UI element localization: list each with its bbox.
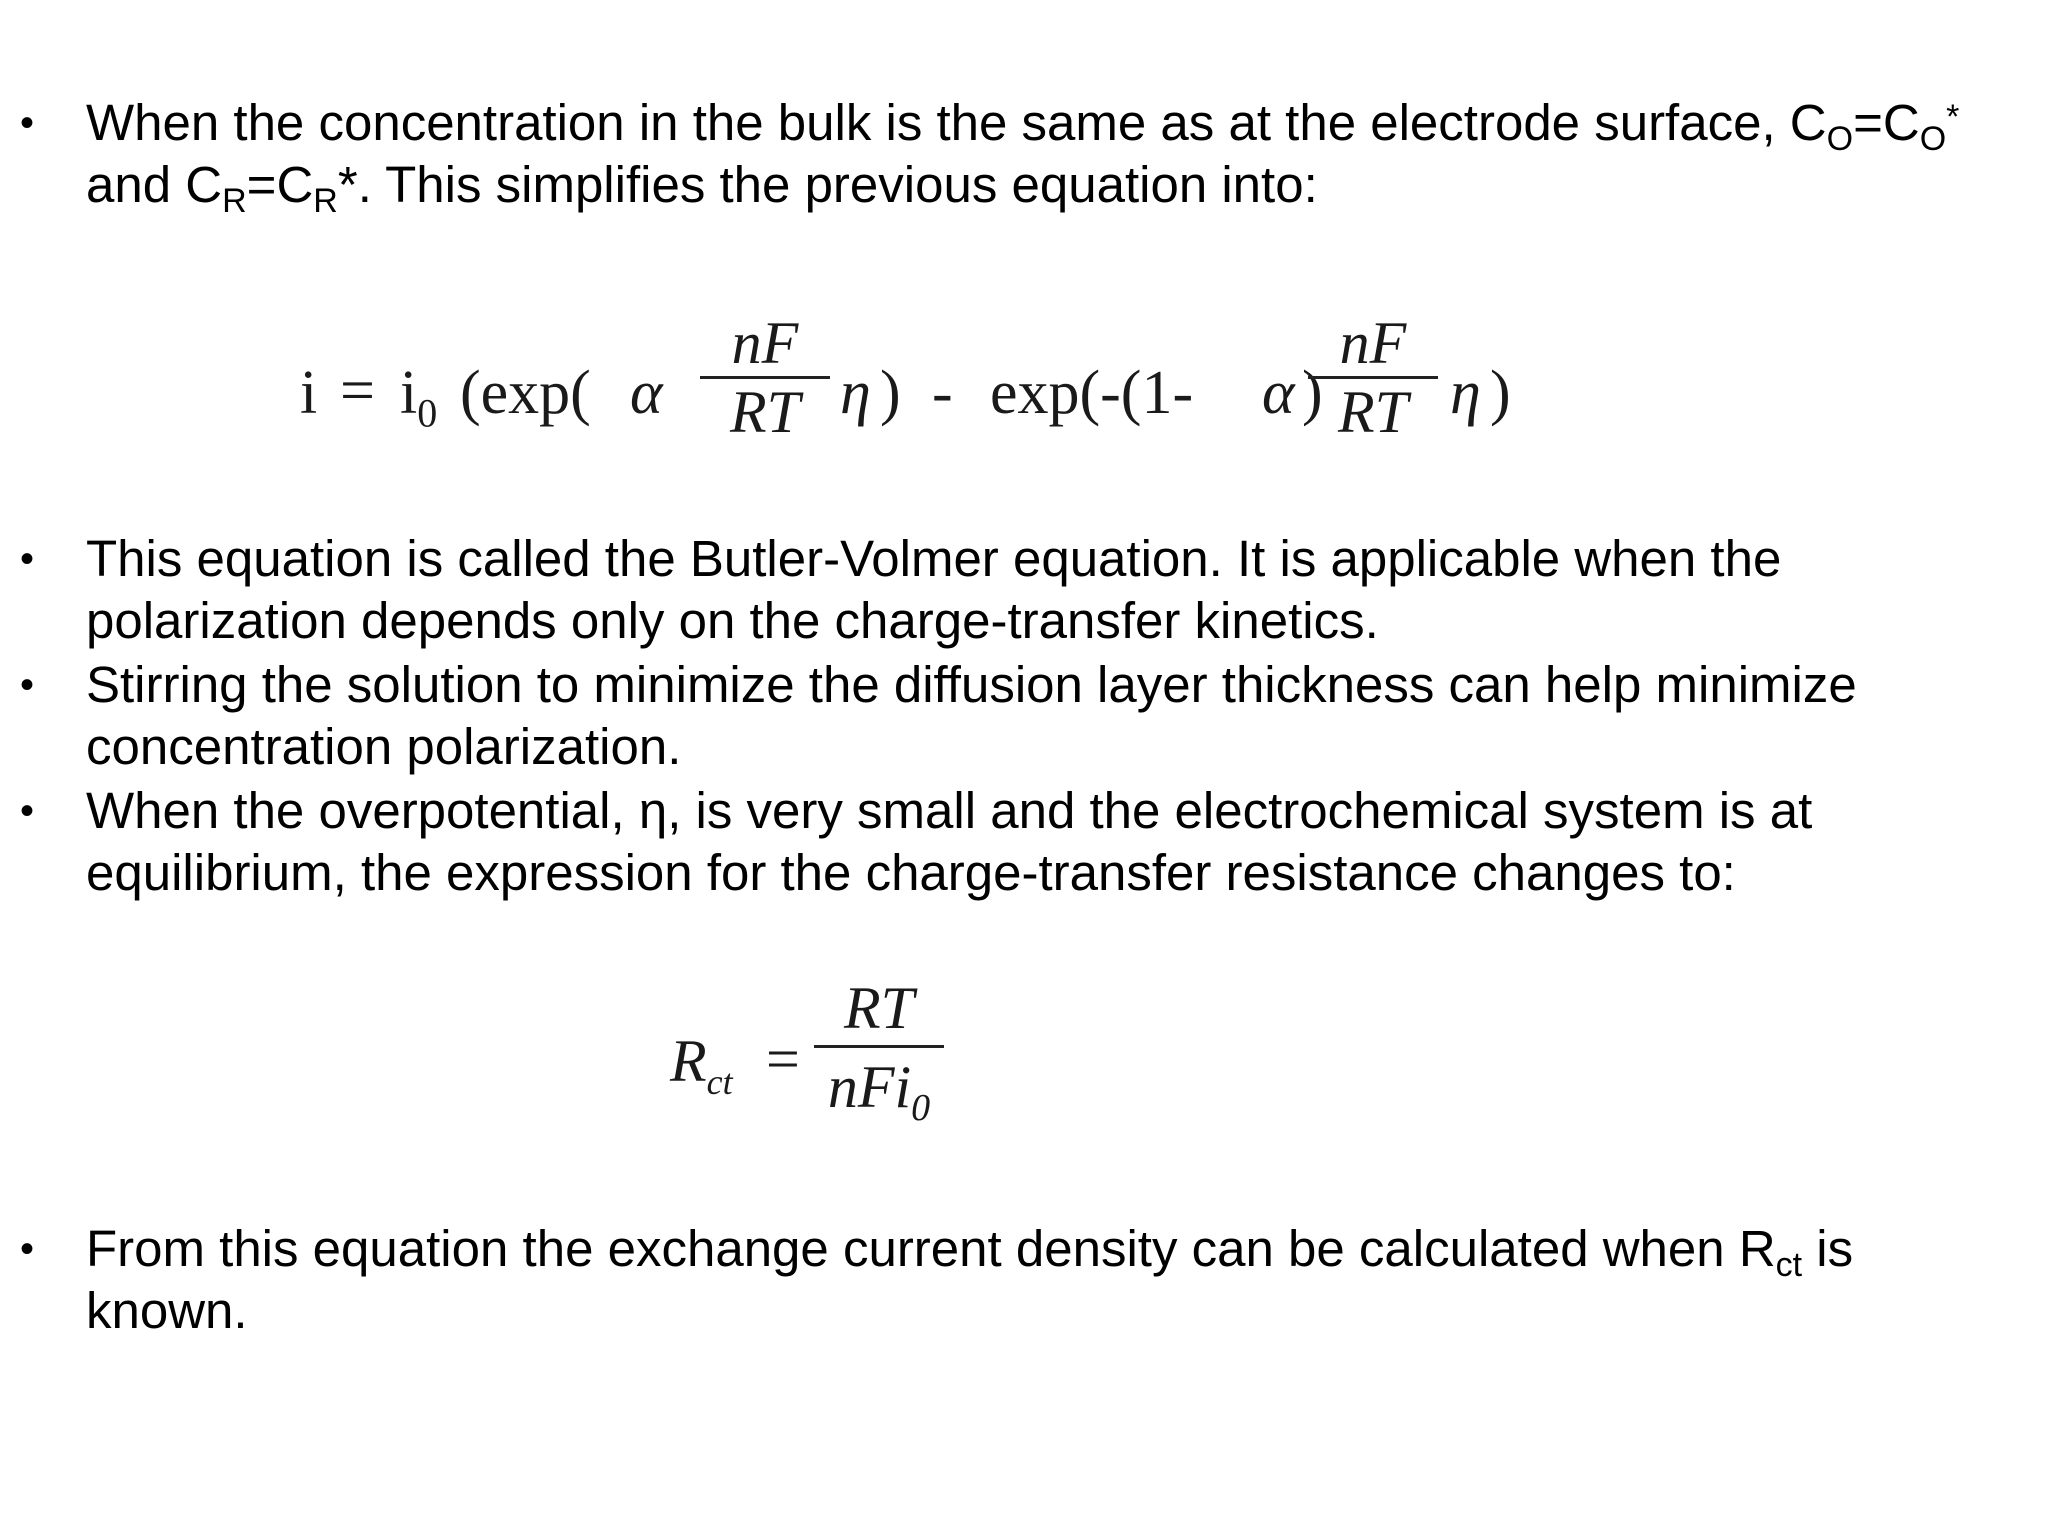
bullet-dot: • — [20, 537, 35, 581]
eq1-close3: ) — [1490, 359, 1511, 427]
eq1-alpha2: α — [1262, 359, 1295, 427]
bullet-text-2 — [86, 528, 2008, 652]
bullet-5-line-1: From this equation the exchange current density can be calculated when $R_{ct}$ is — [86, 1220, 1854, 1284]
bullet-item-4 — [0, 780, 2048, 904]
bullet-4-line-2: equilibrium, the expression for the charge-transfer resistance changes to: — [86, 844, 1736, 901]
bullet-1-line-2: and $C_R=C_R*$. This simplifies the previous equation into: — [86, 156, 1318, 220]
eq1-frac2-den: RT — [1337, 379, 1409, 445]
bullet-5-line-2: known. — [86, 1282, 248, 1339]
eq1-minus: - — [932, 359, 953, 427]
eq2-bar — [814, 1045, 944, 1048]
bullet-dot: • — [20, 1227, 35, 1271]
bullet-text-5 — [86, 1218, 2008, 1342]
bullet-dot: • — [20, 663, 35, 707]
bullet-2-line-1: This equation is called the Butler-Volmer equation. It is applicable when the — [86, 530, 1782, 587]
charge-transfer-resistance-equation — [670, 975, 970, 1155]
butler-volmer-equation — [300, 310, 1540, 480]
eq2-den: nFi$_0$ — [827, 1054, 931, 1129]
eq1-frac2-num: nF — [1339, 310, 1407, 376]
bullet-1-line-1: When the concentration in the bulk is the same as at the electrode surface, $C_O=C_O^*$ — [86, 94, 1960, 158]
bullet-4-line-1: When the overpotential, η, is very small and the electrochemical system is at — [86, 782, 1813, 839]
bullet-2-line-2: polarization depends only on the charge-transfer kinetics. — [86, 592, 1379, 649]
eq2-fraction — [820, 975, 938, 1141]
bullet-item-3 — [0, 654, 2048, 778]
eq1-eta1: η — [840, 359, 871, 427]
eq2-lhs: $R_{ct}$ — [670, 1028, 733, 1102]
bullet-item-5 — [0, 1218, 2048, 1348]
eq1-close2: ) — [1302, 359, 1323, 427]
eq1-alpha: α — [630, 359, 663, 427]
bullet-dot: • — [20, 101, 35, 145]
bullet-item-1 — [0, 92, 2048, 222]
eq1-open2: exp(-(1- — [990, 359, 1194, 427]
eq1-fraction-1 — [710, 310, 820, 445]
bullet-item-2 — [0, 528, 2048, 652]
eq1-fraction-2 — [1318, 310, 1428, 445]
eq1-eta2: η — [1450, 359, 1481, 427]
eq1-frac1-den: RT — [729, 379, 801, 445]
eq1-lhs: i — [300, 359, 318, 427]
eq1-frac1-num: nF — [731, 310, 799, 376]
eq1-close1: ) — [880, 359, 901, 427]
eq1-i0: $i_0$ — [400, 359, 438, 436]
bullet-3-line-2: concentration polarization. — [86, 718, 682, 775]
eq2-num: RT — [843, 975, 915, 1041]
eq1-open1: (exp( — [460, 359, 591, 427]
bullet-3-line-1: Stirring the solution to minimize the diffusion layer thickness can help minimize — [86, 656, 1857, 713]
eq1-equals: = — [340, 357, 375, 425]
bullet-text-1 — [86, 92, 2008, 220]
bullet-text-4 — [86, 780, 2008, 904]
bullet-dot: • — [20, 789, 35, 833]
eq2-equals: = — [766, 1026, 800, 1092]
bullet-text-3 — [86, 654, 2008, 778]
